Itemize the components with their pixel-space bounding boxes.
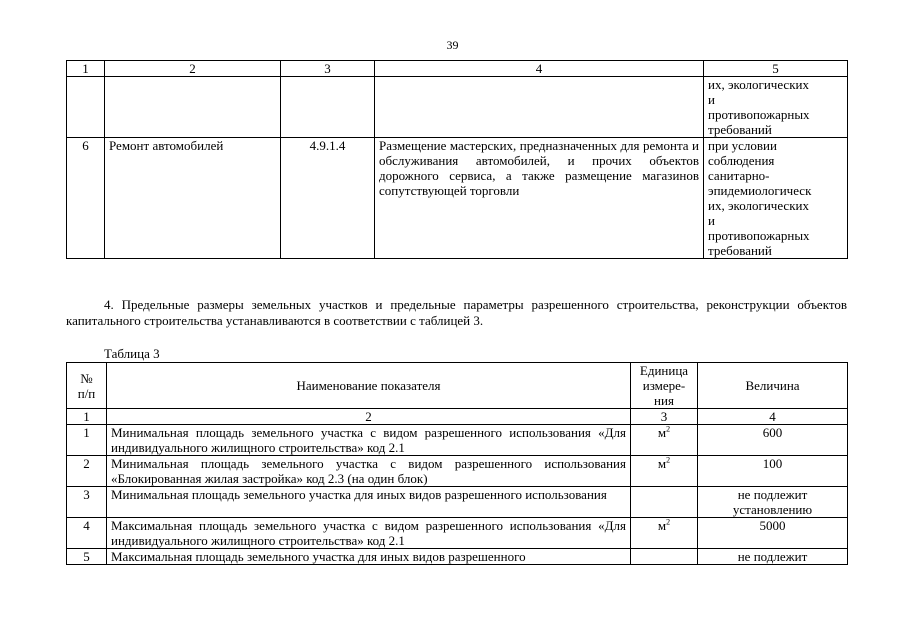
indicator-name: Максимальная площадь земельного участка с видом разрешенного использования «Для индивидуального жилищного строительства» код 2.1: [107, 518, 631, 549]
row-number: 1: [67, 425, 107, 456]
table-header-cell: 2: [105, 61, 281, 77]
conditions-line: и: [708, 92, 715, 107]
conditions-line: противопожарных: [708, 228, 810, 243]
unit-cell: [631, 518, 698, 549]
table-row: [67, 518, 848, 549]
table-cell: [67, 77, 105, 138]
conditions-line: их, экологических: [708, 198, 809, 213]
table-header-cell: 5: [704, 61, 848, 77]
indicator-name: Минимальная площадь земельного участка для иных видов разрешенного использования: [107, 487, 631, 518]
row-number: 6: [67, 138, 105, 259]
header-value: Величина: [698, 363, 848, 409]
conditions-line: санитарно-: [708, 168, 770, 183]
table-row: [67, 138, 848, 259]
row-number: 5: [67, 549, 107, 565]
indicator-name: Минимальная площадь земельного участка с видом разрешенного использования «Для индивидуального жилищного строительства» код 2.1: [107, 425, 631, 456]
use-type-code: 4.9.1.4: [281, 138, 375, 259]
value-cell: [698, 487, 848, 518]
conditions-line: и: [708, 213, 715, 228]
column-number: 1: [67, 409, 107, 425]
table-cell: [375, 77, 704, 138]
page-number: 39: [446, 38, 459, 52]
value-cell: не подлежит: [698, 549, 848, 565]
unit-superscript: 2: [666, 517, 671, 527]
header-line: Единица: [639, 363, 689, 378]
table-header-cell: 4: [375, 61, 704, 77]
indicator-name: Минимальная площадь земельного участка с видом разрешенного использования «Блокированная жилая застройка» код 2.3 (на один блок): [107, 456, 631, 487]
column-number: 3: [631, 409, 698, 425]
conditions-line: их, экологических: [708, 77, 809, 92]
unit-cell: [631, 456, 698, 487]
body-paragraph: 4. Предельные размеры земельных участков и предельные параметры разрешенного строительства, реконструкции объектов капитального строительства устанавливаются в соответствии с таблицей 3.: [66, 297, 847, 328]
header-line: п/п: [77, 385, 96, 401]
table-row: [67, 456, 848, 487]
value-cell: 600: [698, 425, 848, 456]
column-number: 2: [107, 409, 631, 425]
conditions-line: противопожарных: [708, 107, 810, 122]
conditions-line: требований: [708, 243, 772, 258]
header-name: Наименование показателя: [107, 363, 631, 409]
value-cell: 5000: [698, 518, 848, 549]
column-number: 4: [698, 409, 848, 425]
table-column-numbers-row: [67, 61, 848, 77]
value-cell: 100: [698, 456, 848, 487]
unit-cell: [631, 425, 698, 456]
table-row: [67, 487, 848, 518]
conditions-line: соблюдения: [708, 153, 775, 168]
table-header-row: [67, 363, 848, 409]
value-line: не подлежит: [737, 487, 808, 502]
header-unit: [631, 363, 698, 409]
row-number: 2: [67, 456, 107, 487]
conditions-cell: [704, 77, 848, 138]
conditions-line: при условии: [708, 138, 777, 153]
header-line: №: [80, 370, 93, 386]
table-header-cell: 3: [281, 61, 375, 77]
value-line: установлению: [732, 502, 813, 517]
use-type-description: Размещение мастерских, предназначенных для ремонта и обслуживания автомобилей, и прочих объектов дорожного сервиса, а также размещение магазинов сопутствующей торговли: [375, 138, 704, 259]
table-row: [67, 77, 848, 138]
row-number: 3: [67, 487, 107, 518]
unit-superscript: 2: [666, 424, 671, 434]
table-cell: [281, 77, 375, 138]
header-num: [67, 363, 107, 409]
unit-text: м: [657, 456, 667, 471]
conditions-cell: [704, 138, 848, 259]
table-header-cell: 1: [67, 61, 105, 77]
table-caption: Таблица 3: [104, 346, 160, 361]
row-number: 4: [67, 518, 107, 549]
header-line: измере-: [642, 378, 686, 393]
indicator-name: Максимальная площадь земельного участка для иных видов разрешенного: [107, 549, 631, 565]
land-use-table: [66, 60, 848, 259]
unit-cell: [631, 487, 698, 518]
unit-text: м: [657, 425, 667, 440]
table-row: [67, 425, 848, 456]
conditions-line: эпидемиологическ: [708, 183, 812, 198]
table-cell: [105, 77, 281, 138]
parameters-table: [66, 362, 848, 565]
conditions-line: требований: [708, 122, 772, 137]
table-row: [67, 549, 848, 565]
unit-superscript: 2: [666, 455, 671, 465]
use-type-name: Ремонт автомобилей: [105, 138, 281, 259]
header-line: ния: [654, 393, 674, 408]
table-column-numbers-row: [67, 409, 848, 425]
unit-cell: [631, 549, 698, 565]
unit-text: м: [657, 518, 667, 533]
